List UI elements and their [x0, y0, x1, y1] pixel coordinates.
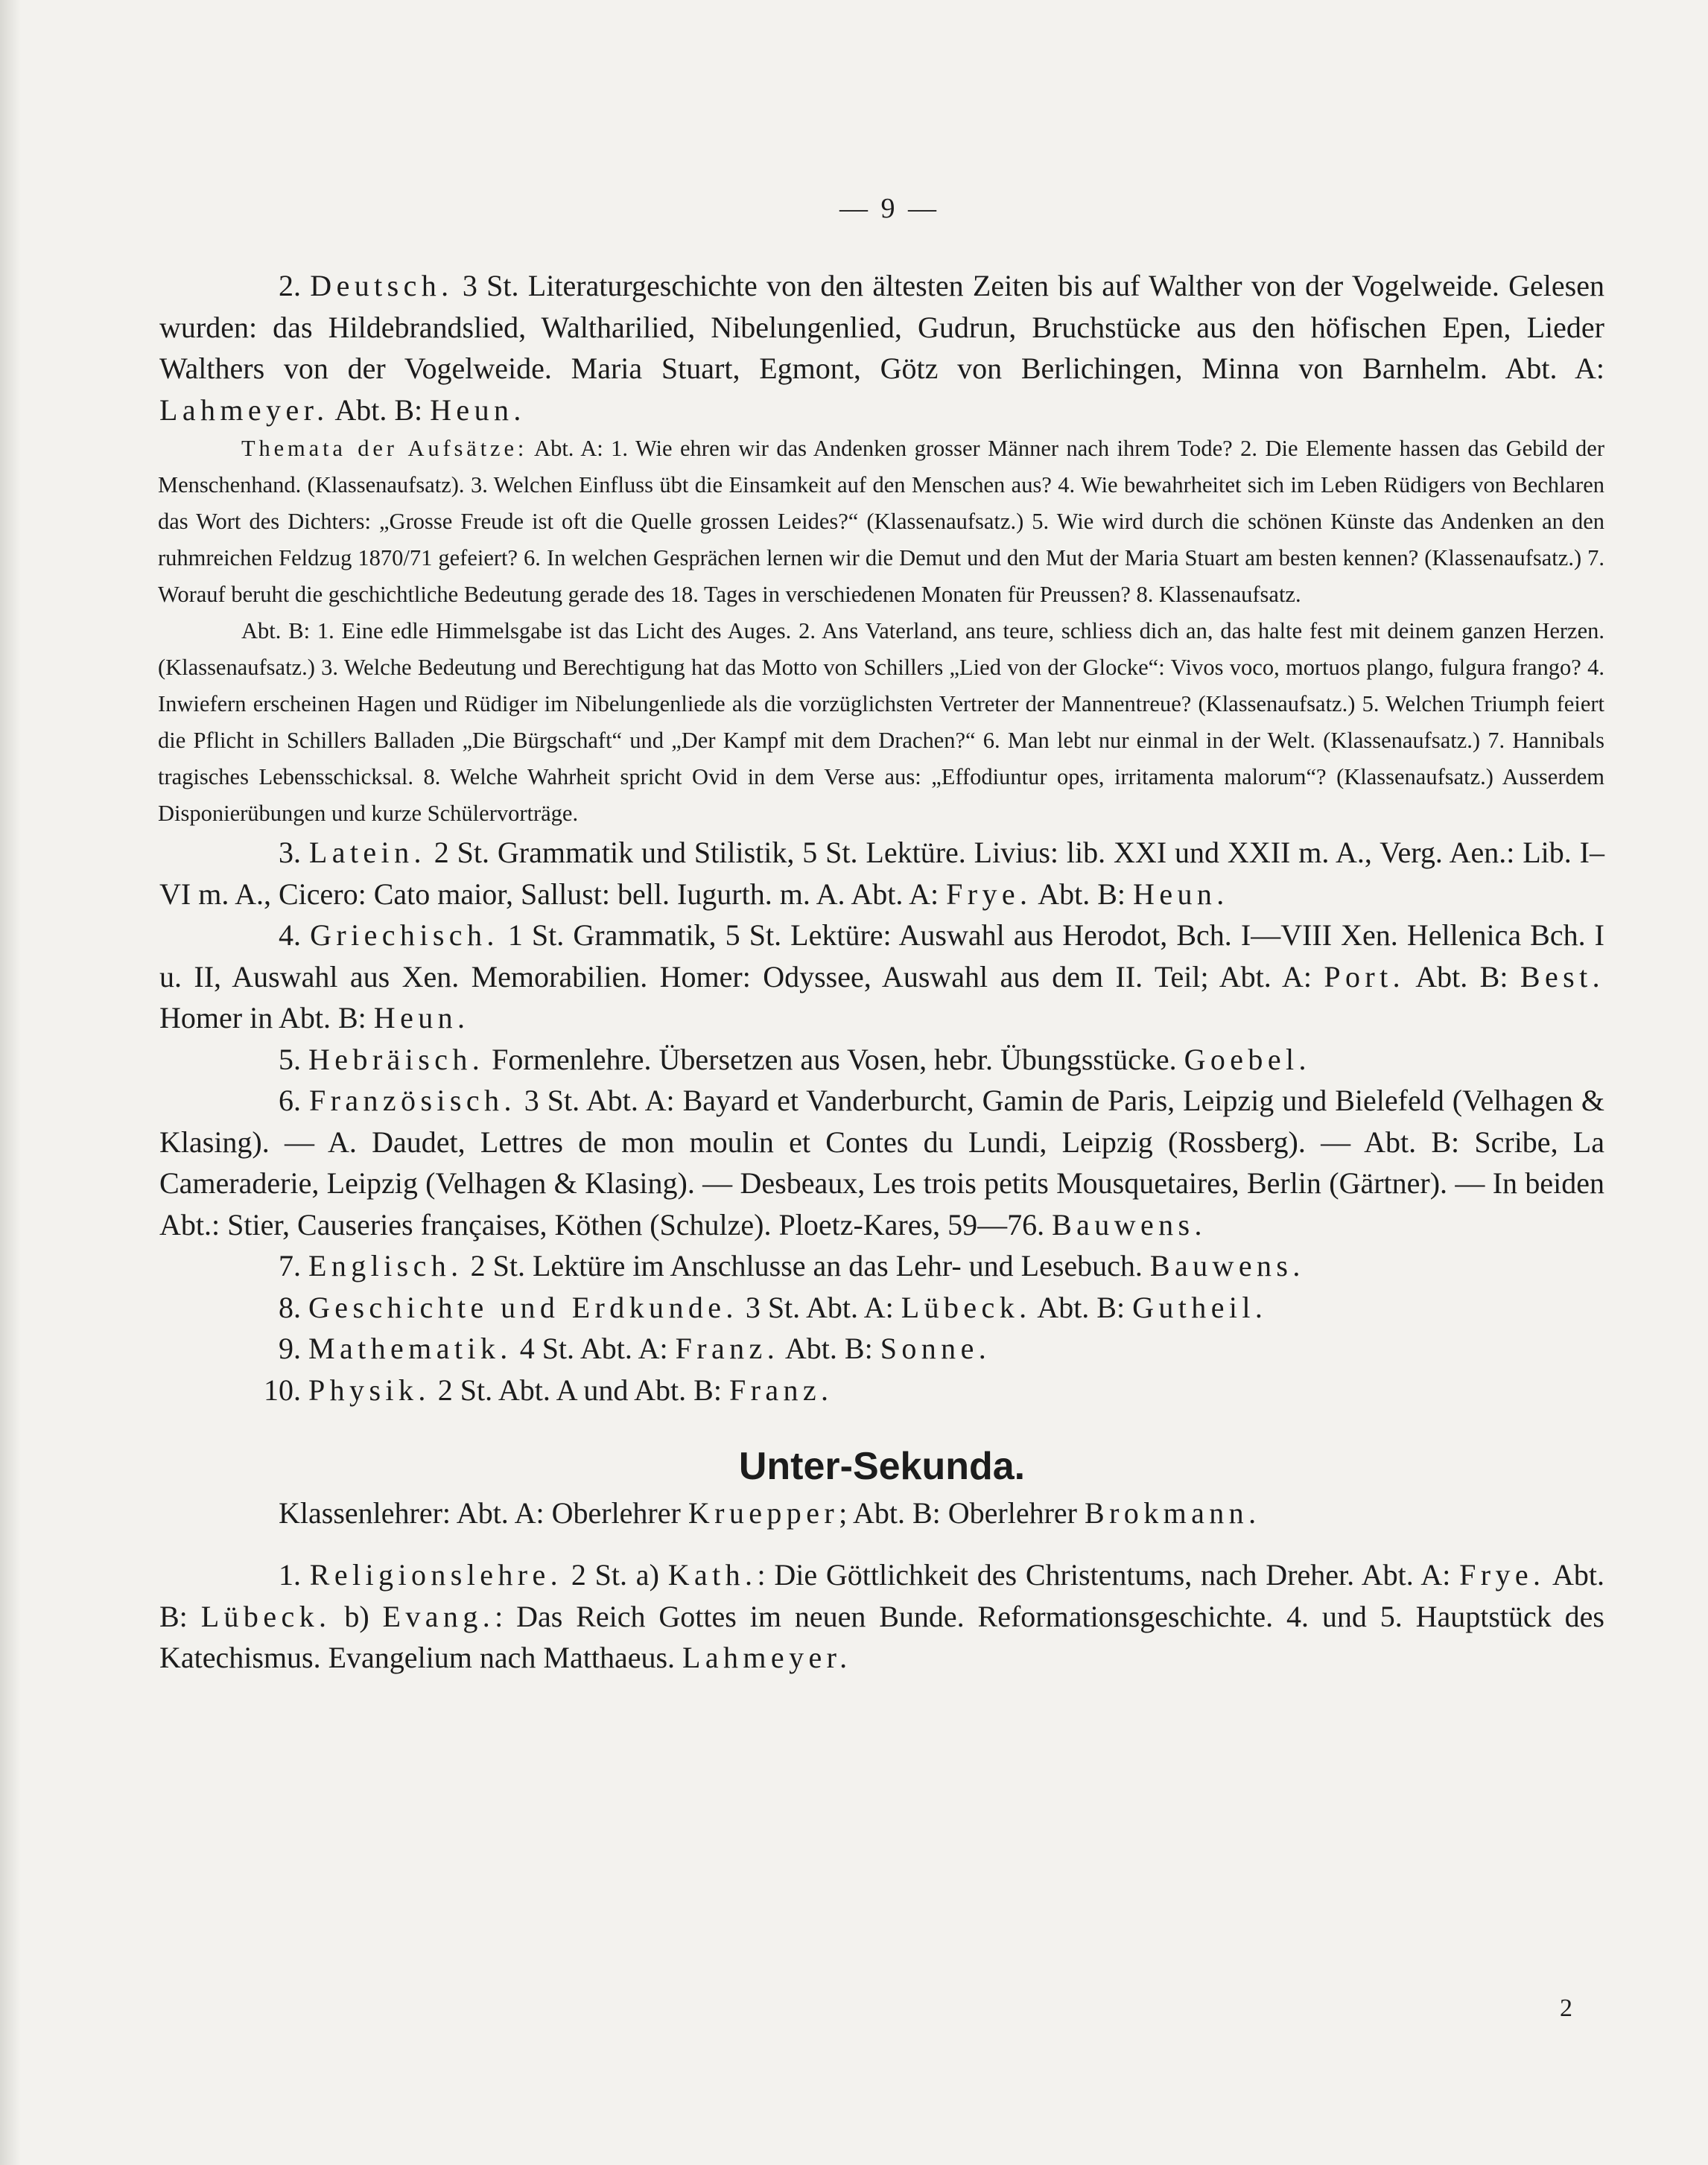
- item-number: 7.: [279, 1249, 301, 1282]
- teacher-name: Heun.: [430, 392, 526, 427]
- subject-name: Latein.: [308, 836, 426, 869]
- subject-name: Deutsch.: [310, 269, 454, 302]
- themata-abt-b: Abt. B: 1. Eine edle Himmelsgabe ist das Licht des Auges. 2. Ans Vaterland, ans teure, schliess dich an, das halte fest mit deinem ganzen Herzen. (Klassenaufsatz.) 3. Welche Bedeutung und Berechtigung hat das Motto von Schillers „Lied von der Glocke“: Vivos voco, mortuos plango, fulgura frango? 4. Inwiefern erscheinen Hagen und Rüdiger im Nibelungenliede als die vorzüglichsten Vertreter der Mannentreue? (Klassenaufsatz.) 5. Welchen Triumph feiert die Pflicht in Schillers Balladen „Die Bürgschaft“ und „Der Kampf mit dem Drachen?“ 6. Man lebt nur einmal in der Welt. (Klassenaufsatz.) 7. Hannibals tragisches Lebensschicksal. 8. Welche Wahrheit spricht Ovid in dem Verse aus: „Effodiuntur opes, irritamenta malorum“? (Klassenaufsatz.) Ausserdem Disponierübungen und kurze Schülervorträge.: [158, 618, 1604, 826]
- class-teacher-line: [159, 1492, 1604, 1533]
- subject-hebraeisch: [159, 1039, 1604, 1081]
- teacher-name: Lahmeyer.: [159, 392, 329, 427]
- item-number: 2.: [279, 269, 301, 302]
- subject-text: Homer in Abt. B:: [159, 1001, 374, 1034]
- subject-griechisch: [159, 915, 1604, 1039]
- subject-text: 3 St. Literaturgeschichte von den ältesten Zeiten bis auf Walther von der Vogelweide. Gelesen wurden: das Hildebrandslied, Waltharilied, Nibelungenlied, Gudrun, Bruchstücke aus den höfischen Epen, Lieder Walthers von der Vogelweide. Maria Stuart, Egmont, Götz von Berlichingen, Minna von Barnhelm. Abt. A:: [159, 269, 1604, 385]
- subject-deutsch: [159, 265, 1604, 430]
- subject-text: 2 St. Abt. A und Abt. B:: [430, 1373, 729, 1407]
- teacher-name: Lübeck.: [200, 1599, 331, 1633]
- subject-name: Hebräisch.: [308, 1042, 485, 1076]
- subject-latein: [159, 832, 1604, 915]
- teacher-name: Franz.: [728, 1373, 834, 1407]
- item-number: 10.: [264, 1373, 301, 1407]
- page-content: [159, 186, 1604, 1679]
- teacher-name: Lahmeyer.: [682, 1641, 852, 1674]
- teacher-name: Heun.: [1133, 877, 1229, 911]
- themata-abt-a: [0, 430, 1604, 613]
- subject-text: Abt. B:: [779, 1332, 880, 1365]
- subject-name: Französisch.: [308, 1084, 516, 1117]
- teacher-name: Gutheil.: [1132, 1290, 1268, 1324]
- subject-text: 2 St. Grammatik und Stilistik, 5 St. Lektüre. Livius: lib. XXI und XXII m. A., Verg. Aen.: Lib. I–VI m. A., Cicero: Cato maior, Sallust: bell. Iugurth. m. A. Abt. A:: [159, 836, 1605, 911]
- subject-text: 2 St. Lektüre im Anschlusse an das Lehr- und Lesebuch.: [463, 1249, 1150, 1282]
- subject-text: 1 St. Grammatik, 5 St. Lektüre: Auswahl aus Herodot, Bch. I—VIII Xen. Hellenica Bch. I u. II, Auswahl aus Xen. Memorabilien. Homer: Odyssee, Auswahl aus dem II. Teil; Abt. A:: [159, 918, 1605, 994]
- subject-text: Abt. B:: [1032, 877, 1134, 911]
- subject-text: Abt. B:: [328, 392, 431, 427]
- item-number: 1.: [279, 1558, 301, 1592]
- subject-text: : Die Göttlichkeit des Christentums, nach Dreher. Abt. A:: [757, 1558, 1460, 1592]
- subject-geschichte: [159, 1287, 1604, 1329]
- teacher-name: Franz.: [675, 1332, 780, 1365]
- subject-text: Abt. B:: [1405, 959, 1520, 994]
- teacher-name: Heun.: [373, 1001, 470, 1034]
- teacher-name: Port.: [1324, 959, 1406, 994]
- subject-text: 3 St. Abt. A:: [737, 1290, 901, 1324]
- subject-text: Abt. B:: [1031, 1290, 1133, 1324]
- teacher-name: Sonne.: [880, 1332, 991, 1365]
- subject-name: Geschichte und Erdkunde.: [308, 1290, 738, 1324]
- class-teacher-label: Klassenlehrer: Abt. A: Oberlehrer: [279, 1496, 688, 1530]
- subject-text: Formenlehre. Übersetzen aus Vosen, hebr. Übungsstücke.: [484, 1042, 1184, 1076]
- teacher-name: Bauwens.: [1149, 1249, 1305, 1282]
- item-number: 8.: [279, 1290, 301, 1324]
- subject-text: 4 St. Abt. A:: [512, 1332, 676, 1365]
- sheet-signature: 2: [1560, 1994, 1572, 2022]
- subject-name: Religionslehre.: [309, 1558, 563, 1592]
- subject-text: : Das Reich Gottes im neuen Bunde. Reformationsgeschichte. 4. und 5. Hauptstück des Katechismus. Evangelium nach Matthaeus.: [159, 1599, 1604, 1674]
- subject-name: Griechisch.: [310, 918, 499, 952]
- teacher-name: Brokmann.: [1085, 1496, 1261, 1530]
- confession-label: Kath.: [667, 1558, 758, 1592]
- teacher-name: Goebel.: [1184, 1042, 1311, 1076]
- subject-text: Abt. B:: [159, 1558, 1605, 1633]
- class-teacher-label: ; Abt. B: Oberlehrer: [839, 1496, 1085, 1530]
- subject-mathematik: [159, 1328, 1604, 1370]
- subject-name: Englisch.: [308, 1249, 463, 1282]
- page-left-edge: [0, 0, 21, 2165]
- teacher-name: Lübeck.: [901, 1290, 1032, 1324]
- teacher-name: Frye.: [1459, 1558, 1546, 1592]
- subject-name: Mathematik.: [308, 1332, 512, 1365]
- themata-text: Abt. A: 1. Wie ehren wir das Andenken grosser Männer nach ihrem Tode? 2. Die Elemente hassen das Gebild der Menschenhand. (Klassenaufsatz). 3. Welchen Einfluss übt die Einsamkeit auf den Menschen aus? 4. Wie bewahrheitet sich im Leben Rüdigers von Bechlaren das Wort des Dichters: „Grosse Freude ist oft die Quelle grossen Leides?“ (Klassenaufsatz.) 5. Wie wird durch die schönen Künste das Andenken an den ruhmreichen Feldzug 1870/71 gefeiert? 6. In welchen Gesprächen lernen wir die Demut und den Mut der Maria Stuart am besten kennen? (Klassenaufsatz.) 7. Worauf beruht die geschichtliche Bedeutung gerade des 18. Tages in verschiedenen Monaten für Preussen? 8. Klassenaufsatz.: [158, 436, 1605, 607]
- teacher-name: Kruepper: [688, 1496, 839, 1530]
- item-number: 6.: [279, 1084, 301, 1117]
- teacher-name: Bauwens.: [1052, 1207, 1207, 1242]
- subject-physik: [159, 1370, 1604, 1411]
- item-number: 4.: [279, 918, 301, 952]
- item-number: 3.: [279, 836, 301, 869]
- item-number: 9.: [279, 1332, 301, 1365]
- themata-label: Themata der Aufsätze:: [241, 436, 528, 461]
- section-title-unter-sekunda: Unter-Sekunda.: [738, 1445, 1026, 1488]
- subject-name: Physik.: [308, 1373, 431, 1407]
- teacher-name: Best.: [1520, 959, 1604, 994]
- confession-label: Evang.: [382, 1599, 495, 1633]
- subject-text: 3 St. Abt. A: Bayard et Vanderburcht, Gamin de Paris, Leipzig und Bielefeld (Velhagen & Klasing). — A. Daudet, Lettres de mon moulin et Contes du Lundi, Leipzig (Rossberg). — Abt. B: Scribe, La Cameraderie, Leipzig (Velhagen & Klasing). — Desbeaux, Les trois petits Mousquetaires, Berlin (Gärtner). — In beiden Abt.: Stier, Causeries françaises, Köthen (Schulze). Ploetz-Kares, 59—76.: [159, 1084, 1605, 1242]
- subject-religionslehre: [159, 1554, 1604, 1679]
- item-number: 5.: [279, 1042, 301, 1076]
- teacher-name: Frye.: [946, 877, 1032, 911]
- subject-text: 2 St. a): [562, 1558, 668, 1592]
- subject-text: b): [331, 1599, 383, 1633]
- subject-englisch: [159, 1245, 1604, 1287]
- subject-franzoesisch: [159, 1080, 1604, 1245]
- page-number: — 9 —: [839, 193, 939, 224]
